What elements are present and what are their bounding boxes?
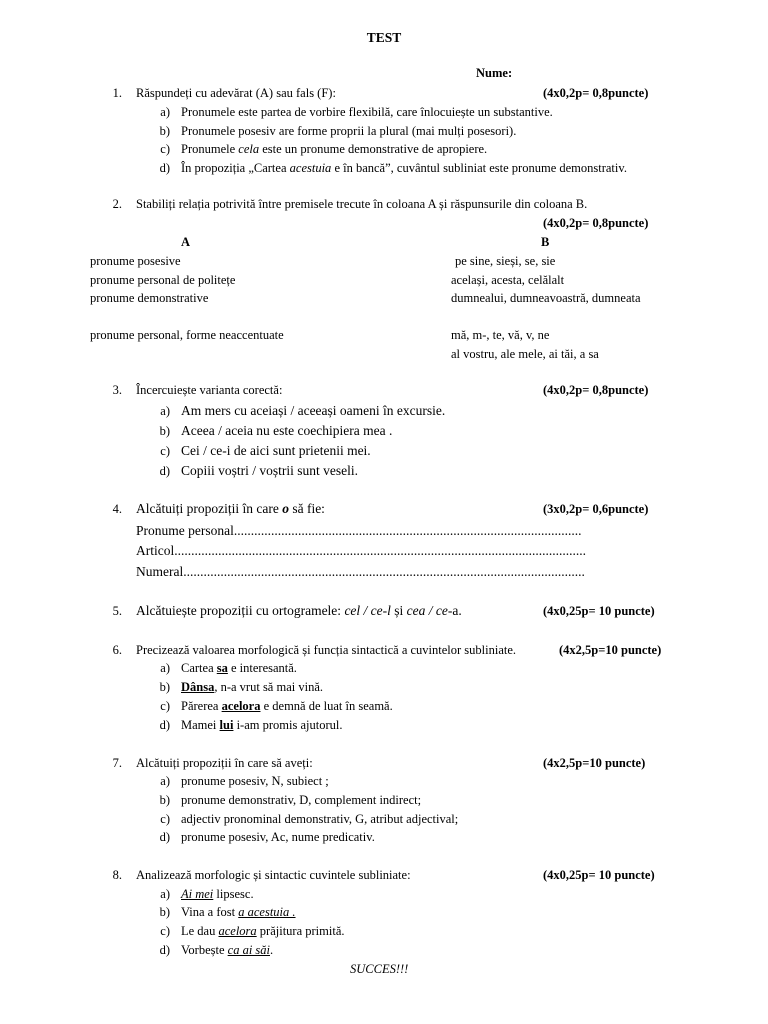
item-text: Pronumele este partea de vorbire flexibilă, care înlocuiește un substantive. (181, 105, 553, 119)
item-text (181, 680, 323, 694)
item-text: pronume demonstrativ, D, complement indirect; (181, 793, 422, 807)
text-part: prăjitura primită. (256, 924, 345, 938)
item-text (181, 887, 254, 901)
question-points: (4x0,25p= 10 puncte) (543, 868, 655, 882)
question-text: Alcătuiți propoziții în care să aveți: (136, 756, 313, 770)
answer-line-label: Numeral (136, 564, 184, 579)
item-letter: c) (160, 812, 170, 826)
item-text: pronume posesiv, Ac, nume predicativ. (181, 830, 375, 844)
item-text: Am mers cu aceiași / aceeași oameni în excursie. (181, 403, 446, 418)
italic-word: cea / ce (406, 603, 448, 618)
column-a-item: pronume personal de politețe (90, 273, 236, 287)
question-text: Stabiliți relația potrivită între premisele trecute în coloana A și răspunsurile din coloana B. (136, 197, 588, 211)
question-number: 3. (112, 383, 122, 397)
answer-line-label: Pronume personal (136, 523, 234, 538)
column-a-item: pronume demonstrative (90, 291, 209, 305)
item-letter: d) (159, 718, 170, 732)
question-number: 5. (112, 604, 122, 618)
item-letter: b) (159, 124, 170, 138)
item-letter: c) (160, 444, 170, 458)
column-b-item: pe sine, sieși, se, sie (455, 254, 556, 268)
name-label: Nume: (476, 66, 513, 80)
answer-line-dots: ....................................................................................................... (233, 523, 582, 538)
item-text (181, 943, 273, 957)
underlined-word: Dânsa (181, 680, 215, 694)
question-number: 2. (112, 197, 122, 211)
question-number: 6. (112, 643, 122, 657)
answer-line-article[interactable] (136, 543, 586, 559)
text-part: este un pronume demonstrative de apropiere. (259, 142, 488, 156)
question-text: Analizează morfologic și sintactic cuvintele subliniate: (136, 868, 411, 882)
item-text (181, 905, 296, 919)
text-part: Vina a fost (181, 905, 239, 919)
text-part: Alcătuiește propoziții cu ortogramele: (136, 603, 345, 618)
item-text (181, 161, 627, 175)
question-text (136, 603, 462, 619)
italic-word: cel / ce-l (344, 603, 391, 618)
text-part: Mamei (181, 718, 220, 732)
text-part: Părerea (181, 699, 222, 713)
item-text (181, 699, 393, 713)
item-letter: a) (160, 887, 170, 901)
text-part: e interesantă. (227, 661, 297, 675)
item-letter: d) (159, 161, 170, 175)
footer-success: SUCCES!!! (350, 962, 409, 976)
italic-word: cela (238, 142, 260, 156)
item-letter: d) (159, 464, 170, 478)
text-part: Cartea (181, 661, 217, 675)
item-text (181, 661, 297, 675)
column-b-item: al vostru, ale mele, ai tăi, a sa (451, 347, 599, 361)
text-part: Alcătuiți propoziții în care (136, 501, 283, 516)
column-b-item: același, acesta, celălalt (451, 273, 565, 287)
question-points: (4x0,2p= 0,8puncte) (543, 383, 649, 397)
item-text: Pronumele posesiv are forme proprii la plural (mai mulți posesori). (181, 124, 517, 138)
underlined-word: ca ai săi (227, 943, 270, 957)
page-title: TEST (366, 30, 402, 45)
question-text: Încercuiește varianta corectă: (136, 383, 283, 397)
text-part: e demnă de luat în seamă. (260, 699, 393, 713)
question-text (136, 501, 325, 517)
item-text (181, 142, 487, 156)
bold-italic-word: o (282, 501, 289, 516)
item-letter: a) (160, 661, 170, 675)
answer-line-dots: .......................................................................................................................... (174, 543, 586, 558)
column-b-item: dumnealui, dumneavoastră, dumneata (451, 291, 641, 305)
item-text: Copiii voștri / voștrii sunt veseli. (181, 463, 359, 478)
text-part: lipsesc. (213, 887, 254, 901)
answer-line-dots: ....................................................................................................................... (183, 564, 585, 579)
item-letter: a) (160, 774, 170, 788)
question-number: 7. (112, 756, 122, 770)
item-letter: c) (160, 699, 170, 713)
text-part: să fie: (288, 501, 325, 516)
underlined-word: Ai mei (181, 887, 214, 901)
item-letter: b) (159, 905, 170, 919)
column-b-header: B (541, 235, 550, 249)
text-part: Le dau (181, 924, 219, 938)
item-letter: b) (159, 680, 170, 694)
underlined-word: sa (216, 661, 228, 675)
question-points: (4x0,2p= 0,8puncte) (543, 86, 649, 100)
item-letter: c) (160, 142, 170, 156)
answer-line-label: Articol (136, 543, 175, 558)
item-letter: d) (159, 830, 170, 844)
column-a-header: A (181, 235, 191, 249)
item-letter: a) (160, 105, 170, 119)
item-letter: d) (159, 943, 170, 957)
item-text (181, 718, 342, 732)
text-part: Vorbește (181, 943, 228, 957)
question-text: Precizează valoarea morfologică și funcția sintactică a cuvintelor subliniate. (136, 643, 517, 657)
question-text: Răspundeți cu adevărat (A) sau fals (F): (136, 86, 336, 100)
item-text: Aceea / aceia nu este coechipiera mea . (181, 423, 393, 438)
answer-line-pronoun[interactable] (136, 523, 581, 539)
text-part: Pronumele (181, 142, 239, 156)
question-points: (4x2,5p=10 puncte) (559, 643, 662, 657)
item-letter: a) (160, 404, 170, 418)
item-letter: c) (160, 924, 170, 938)
item-text: Cei / ce-i de aici sunt prietenii mei. (181, 443, 371, 458)
question-points: (4x2,5p=10 puncte) (543, 756, 646, 770)
underlined-word: acelora (221, 699, 261, 713)
column-b-item: mă, m-, te, vă, v, ne (451, 328, 550, 342)
question-number: 8. (112, 868, 122, 882)
question-number: 4. (112, 502, 122, 516)
item-letter: b) (159, 424, 170, 438)
text-part: i-am promis ajutorul. (233, 718, 343, 732)
text-part: . (270, 943, 274, 957)
underlined-word: a acestuia . (238, 905, 296, 919)
underlined-word: acelora (218, 924, 257, 938)
answer-line-numeral[interactable] (136, 564, 585, 580)
column-a-item: pronume personal, forme neaccentuate (90, 328, 284, 342)
italic-word: acestuia (289, 161, 332, 175)
question-number: 1. (112, 86, 122, 100)
underlined-word: lui (219, 718, 234, 732)
column-a-item: pronume posesive (90, 254, 181, 268)
text-part: e în bancă”, cuvântul subliniat este pronume demonstrativ. (331, 161, 627, 175)
question-points: (4x0,2p= 0,8puncte) (543, 216, 649, 230)
item-text: pronume posesiv, N, subiect ; (181, 774, 329, 788)
question-points: (3x0,2p= 0,6puncte) (543, 502, 649, 516)
item-letter: b) (159, 793, 170, 807)
text-part: , n-a vrut să mai vină. (214, 680, 323, 694)
text-part: În propoziția „Cartea (181, 161, 290, 175)
item-text (181, 924, 345, 938)
text-part: -a. (447, 603, 462, 618)
question-points: (4x0,25p= 10 puncte) (543, 604, 655, 618)
text-part: și (390, 603, 407, 618)
item-text: adjectiv pronominal demonstrativ, G, atribut adjectival; (181, 812, 459, 826)
